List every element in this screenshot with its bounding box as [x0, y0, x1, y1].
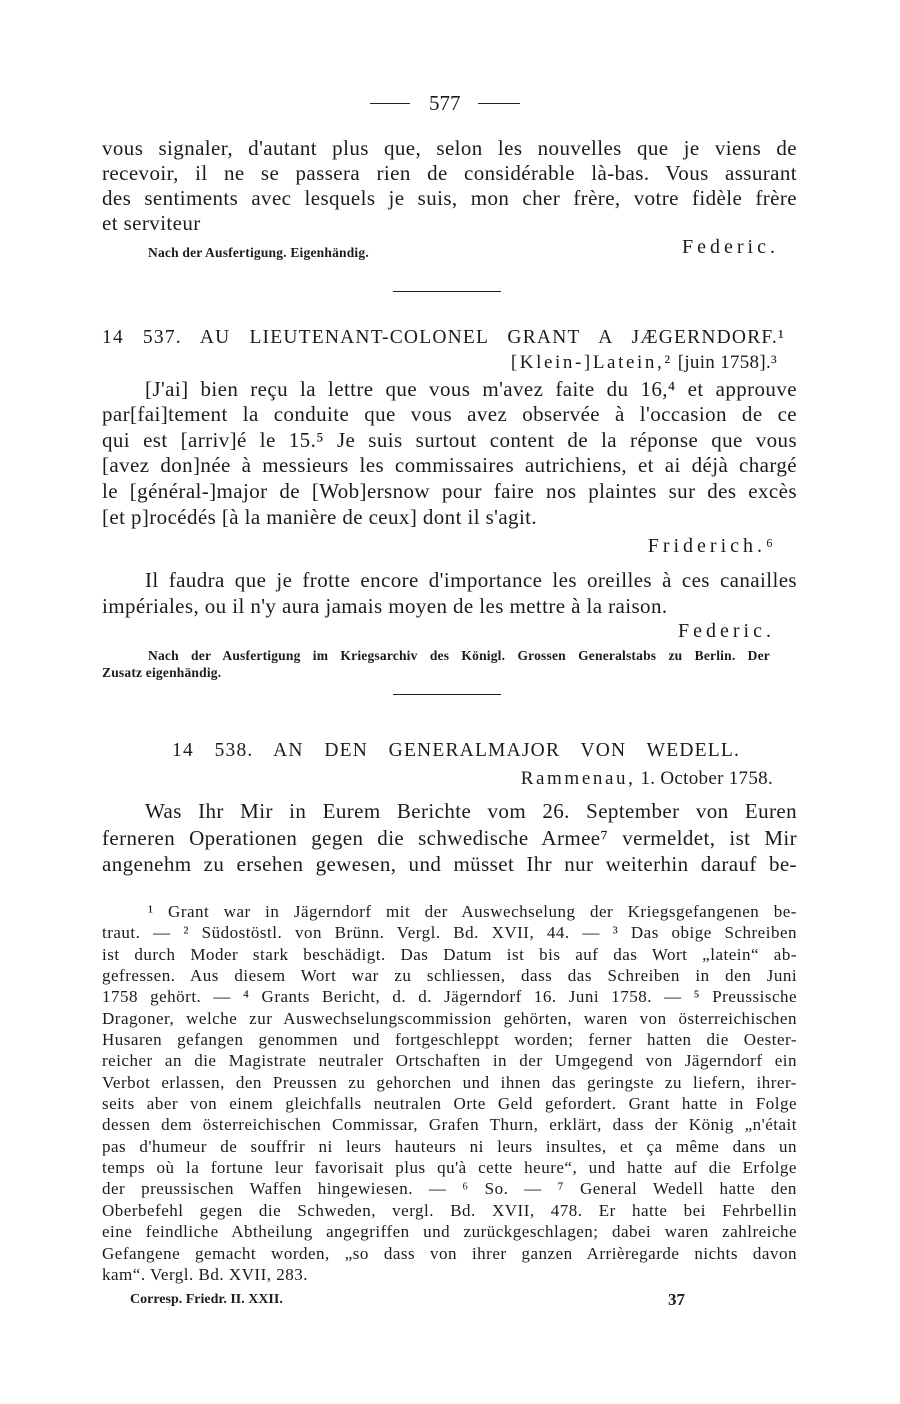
source-note: Nach der Ausfertigung. Eigenhändig.	[148, 245, 369, 260]
letter-text: par[fai]tement la conduite que vous avez observée à l'occasion de ce	[102, 402, 798, 426]
footnote-text: kam“. Vergl. Bd. XVII, 283.	[102, 1264, 308, 1284]
footnote-text: Gefangene gemacht worden, „so dass von ihrer ganzen Arrièregarde nichts davon	[102, 1243, 797, 1263]
footnote-line	[102, 1008, 797, 1029]
footnote-line	[102, 1114, 797, 1135]
footnote-line	[102, 1050, 797, 1071]
letter-text: qui est [arriv]é le 15.⁵ Je suis surtout content de la réponse que vous	[102, 428, 798, 452]
postscript-signature: Federic.	[678, 620, 775, 642]
source-note-text: Zusatz eigenhändig.	[102, 665, 222, 680]
footnote-line	[102, 1029, 797, 1050]
footnote-text: Verbot erlassen, den Preussen zu gehorchen und ihnen das geringste zu liefern, ihrer-	[102, 1072, 797, 1092]
footnote-line	[102, 1264, 797, 1285]
footnote-line	[102, 986, 797, 1007]
collection-title: Corresp. Friedr. II. XXII.	[130, 1292, 283, 1307]
signature: Federic.	[682, 236, 779, 258]
letter-text: et serviteur	[102, 211, 201, 235]
letter-text: [et p]rocédés [à la manière de ceux] dont il s'agit.	[102, 505, 538, 529]
footnote-line	[102, 944, 797, 965]
footnote-text: 1758 gehört. — ⁴ Grants Bericht, d. d. Jägerndorf 16. Juni 1758. — ⁵ Preussische	[102, 987, 798, 1007]
footnote-line	[102, 1072, 797, 1093]
postscript-text: Il faudra que je frotte encore d'importance les oreilles à ces canailles	[145, 568, 798, 592]
footnote-text: Husaren gefangen genommen und fortgeschleppt worden; ferner hatten die Oester-	[102, 1030, 797, 1050]
letter-text: le [général-]major de [Wob]ersnow pour faire nos plaintes sur des excès	[102, 479, 797, 503]
footnotes	[102, 901, 797, 1285]
date: [juin 1758].³	[677, 352, 777, 373]
footnote-line	[102, 965, 797, 986]
page-number-right-rule	[478, 103, 520, 104]
page-number-left-rule	[370, 103, 410, 104]
letter-text: Was Ihr Mir in Eurem Berichte vom 26. September von Euren	[145, 799, 797, 823]
footnote-text: der preussischen Waffen hingewiesen. — ⁶ So. — ⁷ General Wedell hatte den	[102, 1179, 797, 1199]
postscript-line	[102, 593, 668, 619]
section-divider	[393, 694, 501, 695]
footnote-line	[102, 1093, 797, 1114]
page-number: 577	[429, 91, 461, 115]
section-divider	[393, 291, 501, 292]
footnote-text: temps où la fortune leur favorisait plus qu'à cette heure“, und hatte auf die Erfolge	[102, 1158, 797, 1178]
footnote-text: ¹ Grant war in Jägerndorf mit der Auswechselung der Kriegsgefangenen be-	[148, 902, 797, 921]
letter-text-line	[102, 135, 797, 161]
footnote-text: dessen dem österreichischen Commissar, Grafen Thurn, erklärt, dass der König „n'était	[102, 1115, 797, 1135]
footnote-line	[102, 1221, 797, 1242]
letter-text: vous signaler, d'autant plus que, selon les nouvelles que je viens de	[102, 136, 798, 160]
letter-text-line	[102, 160, 797, 186]
letter-text: des sentiments avec lesquels je suis, mon cher frère, votre fidèle frère	[102, 186, 797, 210]
footnote-text: eine feindliche Abtheilung angegriffen und zurückgeschlagen; dabei waren zahlreiche	[102, 1222, 797, 1242]
letter-addressee: AU LIEUTENANT-COLONEL GRANT A JÆGERNDORF.¹	[199, 327, 786, 348]
footnote-line	[102, 1200, 797, 1221]
footnote-line	[102, 1243, 797, 1264]
letter-heading-text	[172, 740, 740, 761]
source-note-line	[102, 665, 221, 681]
letter-text-line	[102, 210, 201, 236]
postscript-line	[145, 567, 797, 593]
letter-number: 14 537.	[102, 327, 182, 348]
letter-text-line	[145, 798, 797, 824]
footnote-text: traut. — ² Südostöstl. von Brünn. Vergl. Bd. XVII, 44. — ³ Das obige Schreiben	[102, 923, 797, 943]
letter-text: angenehm zu ersehen gewesen, und müsset Ihr nur weiterhin darauf be-	[102, 852, 797, 876]
letter-text-line	[102, 401, 797, 427]
footnote-text: Dragoner, welche zur Auswechselungscommission gehörten, waren von österreichischen	[102, 1008, 797, 1028]
footnote-text: gefressen. Aus diesem Wort war zu schliessen, dass das Schreiben in den Juni	[102, 966, 798, 986]
signature: Friderich.⁶	[647, 535, 777, 557]
source-note-line	[148, 648, 770, 664]
place-date	[380, 766, 773, 792]
letter-text-line	[145, 376, 797, 402]
place-date	[380, 350, 777, 376]
letter-text: [J'ai] bien reçu la lettre que vous m'avez faite du 16,⁴ et approuve	[145, 377, 797, 401]
letter-number: 14 538.	[172, 740, 254, 761]
letter-text-line	[102, 478, 797, 504]
footnote-line	[102, 1178, 797, 1199]
letter-heading-text	[102, 327, 785, 348]
place: Rammenau,	[520, 768, 636, 789]
letter-text-line	[102, 851, 797, 877]
letter-addressee: AN DEN GENERALMAJOR VON WEDELL.	[273, 740, 741, 761]
footnote-text: pas d'humeur de souffrir ni leurs hauteurs ni leurs insultes, et ça même dans un	[102, 1136, 798, 1156]
place: [Klein-]Latein,²	[510, 352, 673, 373]
letter-text: recevoir, il ne se passera rien de considérable là-bas. Vous assurant	[102, 161, 798, 185]
letter-heading	[102, 325, 785, 351]
date: 1. October 1758.	[640, 768, 773, 789]
postscript-text: impériales, ou il n'y aura jamais moyen de les mettre à la raison.	[102, 594, 668, 618]
footnote-text: seits aber von einem gleichfalls neutralen Orte Geld gefordert. Grant hatte in Folge	[102, 1094, 798, 1114]
letter-text: [avez don]née à messieurs les commissaires autrichiens, et ai déjà chargé	[102, 453, 798, 477]
source-note-text: Nach der Ausfertigung im Kriegsarchiv des Königl. Grossen Generalstabs zu Berlin. Der	[148, 648, 770, 663]
letter-text: ferneren Operationen gegen die schwedische Armee⁷ vermeldet, ist Mir	[102, 826, 798, 850]
signature-mark: 37	[668, 1290, 685, 1309]
letter-text-line	[102, 452, 797, 478]
letter-text-line	[102, 185, 797, 211]
footnote-text: reicher an die Magistrate neutraler Ortschaften in der Umgegend von Jägerndorf ein	[102, 1051, 798, 1071]
letter-text-line	[102, 427, 797, 453]
footnote-line	[102, 1136, 797, 1157]
footnote-text: ist durch Moder stark beschädigt. Das Datum ist bis auf das Wort „latein“ ab-	[102, 944, 798, 964]
letter-heading	[172, 738, 740, 764]
footnote-line	[102, 901, 797, 922]
letter-text-line	[102, 825, 797, 851]
footnote-line	[102, 1157, 797, 1178]
letter-text-line	[102, 504, 537, 530]
footnote-text: Oberbefehl gegen die Schweden, vergl. Bd. XVII, 478. Er hatte bei Fehrbellin	[102, 1200, 797, 1220]
footnote-line	[102, 922, 797, 943]
